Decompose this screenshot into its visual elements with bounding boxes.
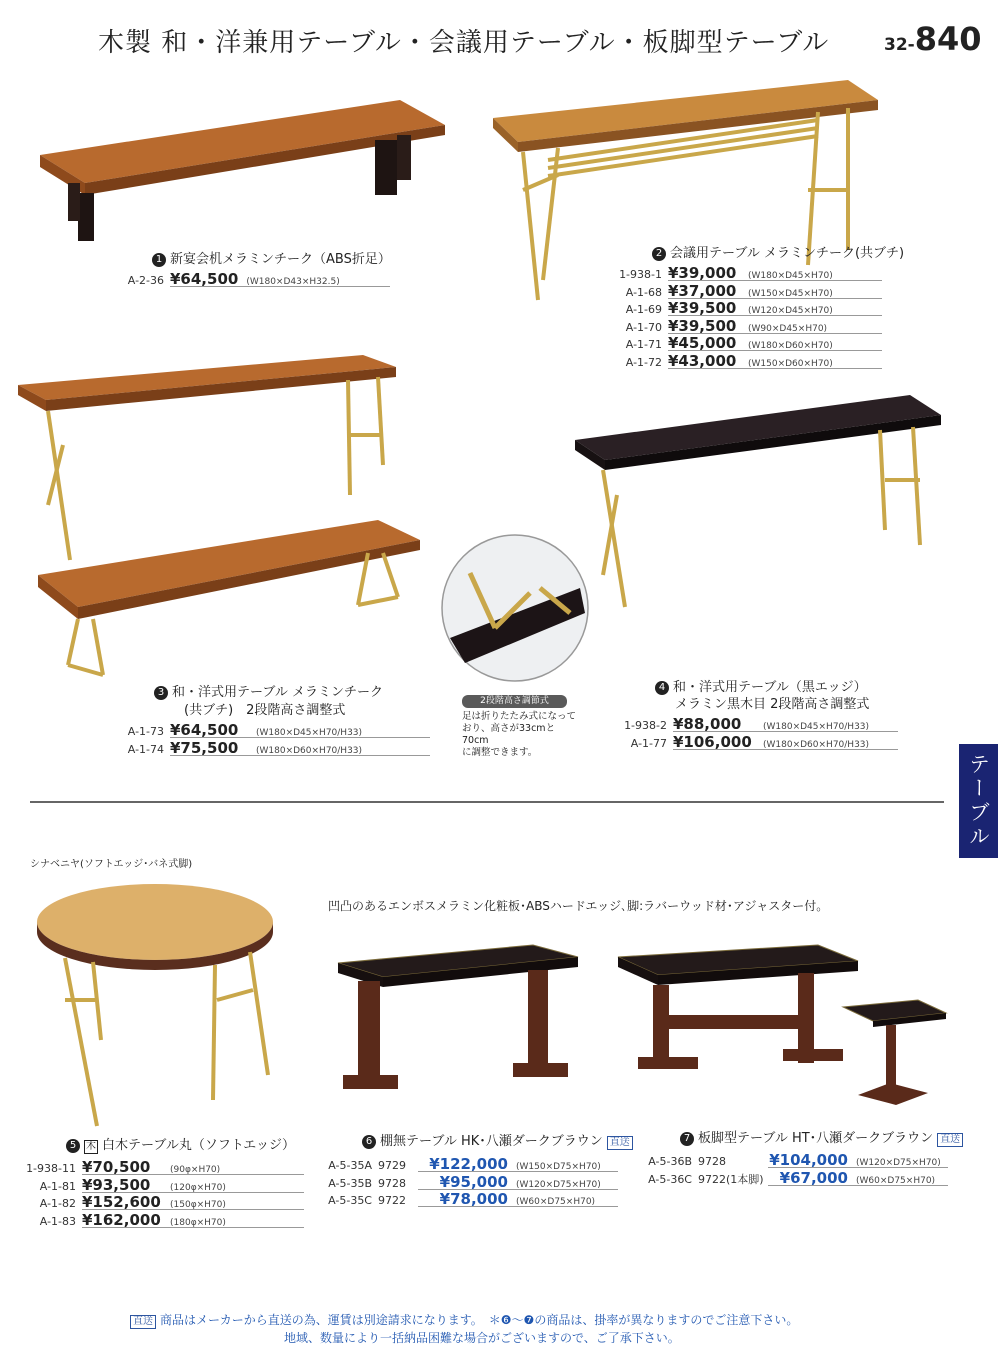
price: ¥162,000 <box>82 1210 161 1229</box>
page-number <box>884 20 982 58</box>
product-1-price-list <box>110 270 390 288</box>
product-7-name <box>680 1131 963 1147</box>
note-line: に調整できます。 <box>462 747 538 758</box>
price-row <box>638 1169 948 1187</box>
price: ¥78,000 <box>439 1190 508 1208</box>
price-box <box>668 264 882 281</box>
product-3-number-badge: 3 <box>154 686 168 700</box>
product-code: A-1-69 <box>625 303 662 316</box>
price-box <box>768 1151 948 1168</box>
product-4-price-list <box>605 715 898 750</box>
price-row <box>602 299 882 317</box>
price-row <box>602 334 882 352</box>
product-5-price-list <box>20 1158 304 1228</box>
direct-ship-badge: 直送 <box>130 1315 156 1329</box>
page-number-value: 840 <box>914 20 982 58</box>
product-6-title: 棚無テーブル HK･八瀬ダークブラウン <box>380 1134 603 1149</box>
spec: (W180×D60×H70/H33) <box>256 745 363 756</box>
product-code: A-5-35A <box>328 1159 372 1172</box>
product-6-number-badge: 6 <box>362 1135 376 1149</box>
price: ¥106,000 <box>673 732 752 751</box>
product-code: A-1-68 <box>625 285 662 299</box>
price: ¥93,500 <box>82 1175 151 1194</box>
price-box <box>418 1155 618 1172</box>
product-5-title: 白木テーブル丸（ソフトエッジ） <box>102 1138 296 1153</box>
direct-ship-badge: 直送 <box>937 1133 963 1147</box>
price: ¥88,000 <box>673 715 742 733</box>
product-4-title-line1: 和・洋式用テーブル（黒エッジ） <box>673 680 867 695</box>
product-6-image <box>338 945 583 1120</box>
spec: (W90×D45×H70) <box>748 323 828 334</box>
product-2-name <box>652 246 904 262</box>
price-row <box>20 1211 304 1229</box>
price-row <box>20 1158 304 1176</box>
note-line: おり、高さが33cmと70cm <box>462 723 556 746</box>
price: ¥64,500 <box>170 270 239 288</box>
price: ¥39,500 <box>668 299 737 317</box>
price-box <box>668 299 882 316</box>
footer-text-2: 地域、数量により一括納品困難な場合がございますので、ご了承下さい。 <box>284 1331 680 1345</box>
product-code: A-1-71 <box>625 338 662 351</box>
product-code: A-1-81 <box>39 1179 76 1193</box>
price-box <box>668 317 882 334</box>
product-5-number-badge: 5 <box>66 1139 80 1153</box>
product-code: A-5-35C <box>328 1194 372 1207</box>
footer-text-1: 商品はメーカーから直送の為、運賃は別途請求になります。 ＊❻～❼の商品は、掛率が異なりますのでご注意下さい。 <box>160 1313 799 1327</box>
product-code: 1-938-1 <box>619 268 662 281</box>
spec: (90φ×H70) <box>170 1165 221 1175</box>
product-1-number-badge: 1 <box>152 253 166 267</box>
spec: (W180×D45×H70) <box>748 271 833 281</box>
shinabeniya-label: シナベニヤ(ソフトエッジ･バネ式脚) <box>30 859 193 870</box>
price-box <box>418 1190 618 1207</box>
page-title: 木製 和・洋兼用テーブル・会議用テーブル・板脚型テーブル <box>98 28 830 58</box>
product-7-price-list <box>638 1151 948 1186</box>
sku: 9729 <box>378 1159 406 1172</box>
price-row <box>602 282 882 300</box>
product-code: A-1-74 <box>127 742 164 756</box>
product-6-price-list <box>318 1155 618 1208</box>
price-box <box>668 282 882 299</box>
section-divider <box>30 801 944 803</box>
spec: (W180×D60×H70/H33) <box>763 739 870 750</box>
category-tab[interactable]: テーブル <box>959 744 998 858</box>
price-box <box>82 1193 304 1210</box>
direct-ship-badge: 直送 <box>607 1136 633 1150</box>
product-code: A-1-73 <box>127 725 164 738</box>
product-code: A-5-36C <box>648 1172 692 1186</box>
height-adjust-note <box>462 711 580 759</box>
price-box <box>82 1158 304 1175</box>
price: ¥75,500 <box>170 738 239 757</box>
price-box <box>668 352 882 369</box>
price-row <box>20 1176 304 1194</box>
product-5-image <box>35 880 280 1130</box>
product-5-name <box>66 1138 295 1154</box>
footer-line-1 <box>130 1311 798 1329</box>
product-code: 1-938-2 <box>624 719 667 732</box>
product-code: A-5-35B <box>328 1176 372 1190</box>
product-3-title-line1: 和・洋式用テーブル メラミンチーク <box>172 685 383 700</box>
price-box <box>418 1173 618 1190</box>
footer-notes <box>130 1311 798 1347</box>
price: ¥39,000 <box>668 264 737 282</box>
price: ¥70,500 <box>82 1158 151 1176</box>
product-7-number-badge: 7 <box>680 1132 694 1146</box>
price-row <box>602 264 882 282</box>
price-box <box>170 739 430 756</box>
note-line: 足は折りたたみ式になって <box>462 711 577 722</box>
price-row <box>638 1151 948 1169</box>
product-code: A-1-70 <box>625 320 662 334</box>
price: ¥37,000 <box>668 281 737 300</box>
price-box <box>170 270 390 287</box>
spec: (W180×D60×H70) <box>748 341 833 351</box>
price-box <box>82 1176 304 1193</box>
price-box <box>170 721 430 738</box>
price-row <box>110 739 430 757</box>
spec: (W180×D43×H32.5) <box>246 277 340 287</box>
price-box <box>668 334 882 351</box>
product-7-title: 板脚型テーブル HT･八瀬ダークブラウン <box>698 1131 934 1146</box>
spec: (W120×D75×H70) <box>516 1179 601 1190</box>
product-1-image <box>40 95 450 245</box>
price: ¥122,000 <box>429 1155 508 1173</box>
price: ¥45,000 <box>668 334 737 352</box>
product-2-number-badge: 2 <box>652 247 666 261</box>
product-3-price-list <box>110 721 430 756</box>
sku: 9722 <box>378 1194 406 1207</box>
product-code: 1-938-11 <box>26 1162 76 1175</box>
product-7-image <box>618 945 948 1105</box>
product-4-name <box>655 680 867 696</box>
price-row <box>318 1190 618 1208</box>
price-row <box>110 721 430 739</box>
price-row <box>605 733 898 751</box>
price-row <box>20 1193 304 1211</box>
spec: (W60×D75×H70) <box>516 1197 596 1207</box>
spec: (W120×D75×H70) <box>856 1158 941 1168</box>
price: ¥67,000 <box>779 1168 848 1187</box>
price-row <box>602 317 882 335</box>
sku: 9728 <box>378 1176 406 1190</box>
product-4-number-badge: 4 <box>655 681 669 695</box>
spec: (W150×D45×H70) <box>748 288 833 299</box>
sku: 9722(1本脚) <box>698 1172 764 1186</box>
price-row <box>605 715 898 733</box>
sku: 9728 <box>698 1155 726 1168</box>
spec: (W120×D45×H70) <box>748 306 833 316</box>
spec: (150φ×H70) <box>170 1200 226 1210</box>
product-3-image-low <box>38 515 423 680</box>
spec: (W150×D60×H70) <box>748 358 833 369</box>
product-3-name <box>154 685 383 701</box>
price-row <box>110 270 390 288</box>
price-box <box>673 733 898 750</box>
price-box <box>82 1211 304 1228</box>
price-row <box>602 352 882 370</box>
price: ¥95,000 <box>439 1172 508 1191</box>
product-2-price-list <box>602 264 882 369</box>
product-3-name-line2: (共ブチ) 2段階高さ調整式 <box>184 703 346 718</box>
shiraki-mark: 木 <box>86 1141 96 1152</box>
product-code: A-2-36 <box>127 274 164 287</box>
price: ¥43,000 <box>668 351 737 370</box>
fold-detail-image <box>440 533 590 683</box>
price-box <box>768 1169 948 1186</box>
price: ¥152,600 <box>82 1193 161 1211</box>
spec: (W180×D45×H70/H33) <box>256 728 363 738</box>
emboss-description: 凹凸のあるエンボスメラミン化粧板･ABSハードエッジ､脚:ラバーウッド材･アジャスター付。 <box>328 899 829 913</box>
price-box <box>673 715 898 732</box>
page-prefix: 32- <box>884 35 915 55</box>
product-4-name-line2: メラミン黒木目 2段階高さ調整式 <box>675 697 870 712</box>
spec: (120φ×H70) <box>170 1182 226 1193</box>
product-4-image <box>575 395 945 615</box>
spec: (W150×D75×H70) <box>516 1162 601 1172</box>
price-row <box>318 1155 618 1173</box>
spec: (W60×D75×H70) <box>856 1175 936 1186</box>
product-6-name <box>362 1134 633 1150</box>
height-adjust-label: 2段階高さ調節式 <box>462 695 567 708</box>
price: ¥104,000 <box>769 1151 848 1169</box>
product-code: A-1-83 <box>39 1214 76 1228</box>
spec: (W180×D45×H70/H33) <box>763 722 870 732</box>
spec: (180φ×H70) <box>170 1217 226 1228</box>
price: ¥39,500 <box>668 316 737 335</box>
product-code: A-1-77 <box>630 736 667 750</box>
product-code: A-1-82 <box>39 1197 76 1210</box>
product-1-title: 新宴会机メラミンチーク（ABS折足） <box>170 252 391 267</box>
product-2-title: 会議用テーブル メラミンチーク(共ブチ) <box>670 246 905 261</box>
product-code: A-1-72 <box>625 355 662 369</box>
product-code: A-5-36B <box>648 1155 692 1168</box>
price: ¥64,500 <box>170 721 239 739</box>
product-1-name <box>152 252 391 268</box>
price-row <box>318 1173 618 1191</box>
